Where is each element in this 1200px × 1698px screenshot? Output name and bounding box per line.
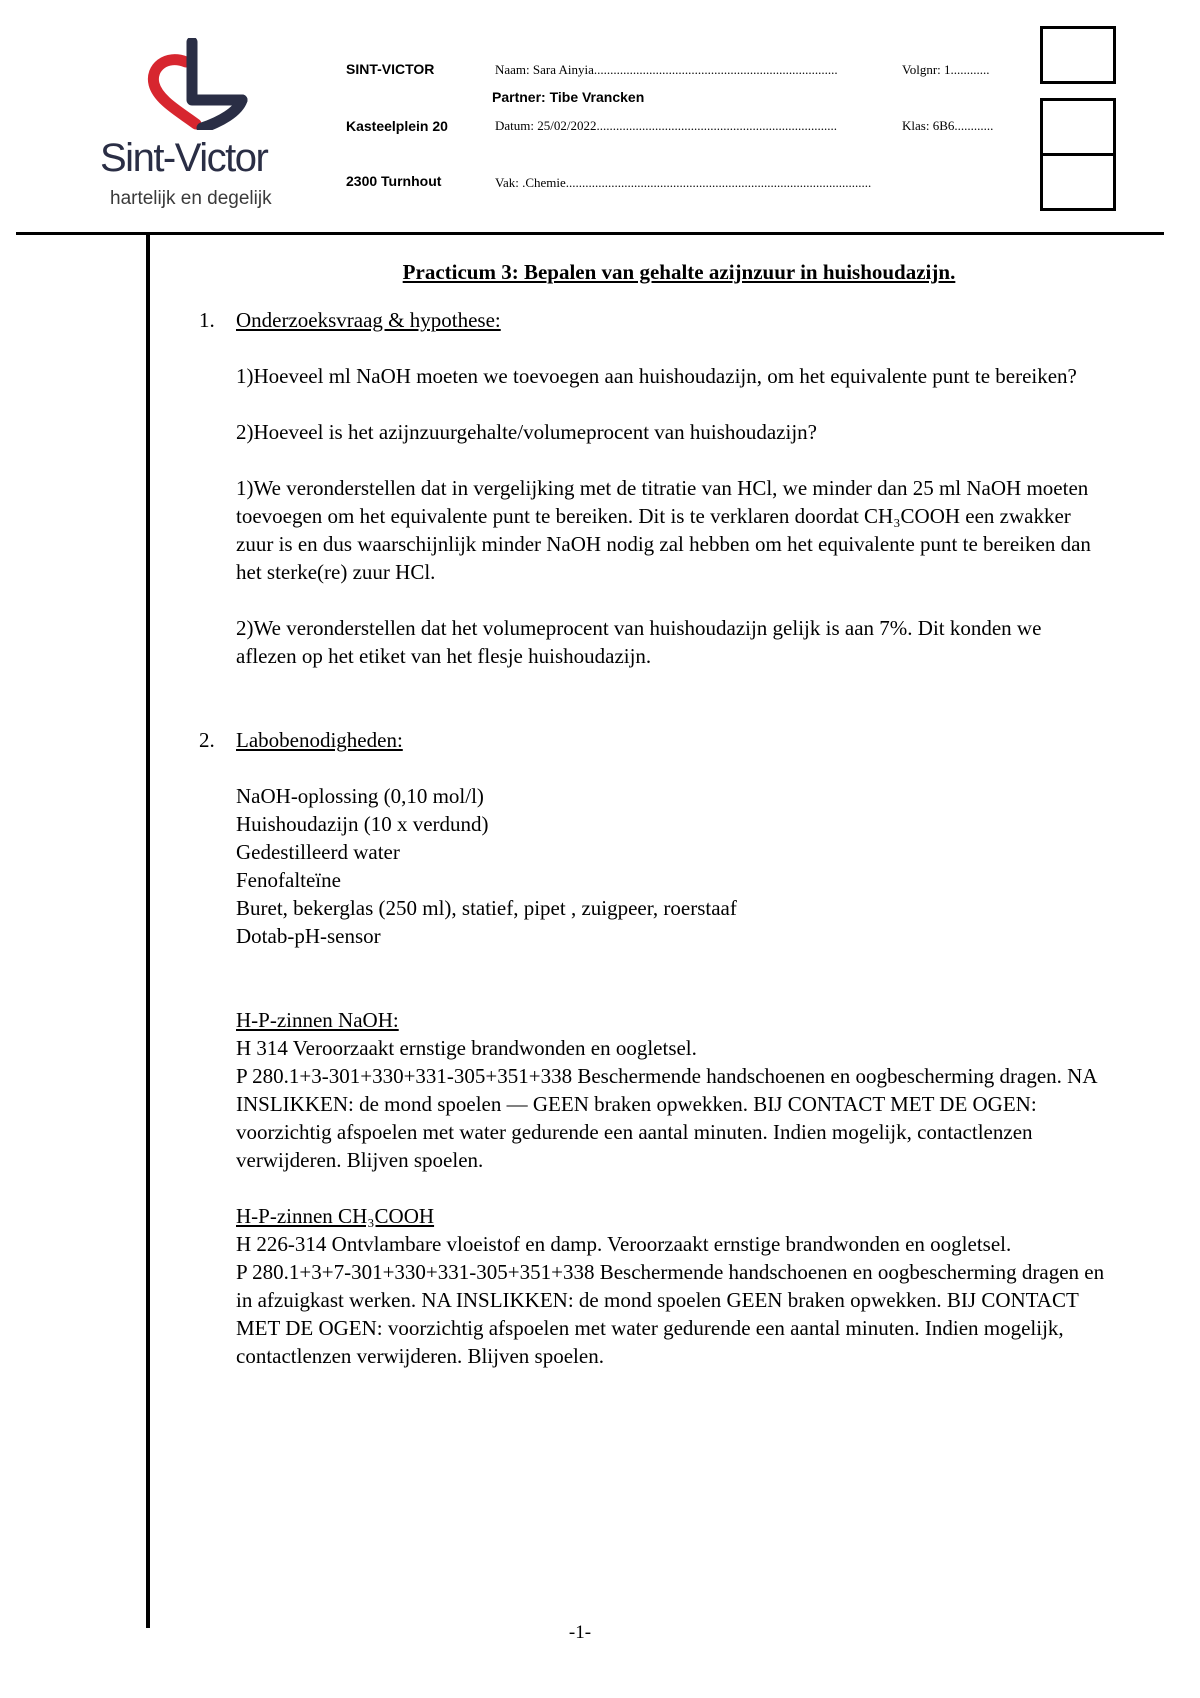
document-title: Practicum 3: Bepalen van gehalte azijnzuur in huishoudazijn.	[402, 260, 956, 284]
volgnr-field: Volgnr: 1............	[902, 62, 990, 77]
subject-field: Vak: .Chemie..............................................................................................	[495, 175, 872, 190]
hp-ch3cooh-h-statement: H 226-314 Ontvlambare vloeistof en damp. Veroorzaakt ernstige brandwonden en oogletsel.	[236, 1232, 1012, 1256]
score-box	[1040, 98, 1116, 156]
research-question-2: 2)Hoeveel is het azijnzuurgehalte/volumeprocent van huishoudazijn?	[236, 420, 817, 444]
equipment-item: Fenofalteïne	[236, 868, 341, 892]
equipment-item: Huishoudazijn (10 x verdund)	[236, 812, 489, 836]
document-body	[199, 258, 1106, 1370]
equipment-item: NaOH-oplossing (0,10 mol/l)	[236, 784, 484, 808]
page-number: -1-	[568, 1622, 592, 1643]
name-field: Naam: Sara Ainyia...........................................................................	[495, 62, 838, 77]
hp-ch3cooh-p-statement: P 280.1+3+7-301+330+331-305+351+338 Beschermende handschoenen en oogbescherming dragen en in afzuigkast werken. NA INSLIKKEN: de mond spoelen GEEN braken opwekken. BIJ CONTACT MET DE OGEN: voorzichtig afspoelen met water gedurende een aantal minuten. Indien mogelijk, contactlenzen verwijderen. Blijven spoelen.	[236, 1260, 1105, 1368]
hp-ch3cooh-heading: H-P-zinnen CH₃COOH	[236, 1204, 435, 1228]
section-number: 2.	[199, 728, 215, 752]
partner-field: Partner: Tibe Vrancken	[492, 89, 645, 105]
hp-naoh-h-statement: H 314 Veroorzaakt ernstige brandwonden en oogletsel.	[236, 1036, 697, 1060]
equipment-item: Dotab-pH-sensor	[236, 924, 381, 948]
equipment-item: Gedestilleerd water	[236, 840, 400, 864]
section-number: 1.	[199, 308, 215, 332]
school-street: Kasteelplein 20	[346, 118, 448, 134]
hypothesis-1: 1)We veronderstellen dat in vergelijking met de titratie van HCl, we minder dan 25 ml NaOH moeten toevoegen om het equivalente punt te bereiken. Dit is te verklaren doordat CH₃COOH een zwakker zuur is en dus waarschijnlijk minder NaOH nodig zal hebben om het equivalente punt te bereiken dan het sterke(re) zuur HCl.	[236, 476, 1091, 584]
school-name: SINT-VICTOR	[346, 61, 435, 77]
section-title: Labobenodigheden:	[236, 728, 403, 752]
research-question-1: 1)Hoeveel ml NaOH moeten we toevoegen aan huishoudazijn, om het equivalente punt te bereiken?	[236, 364, 1077, 388]
hypothesis-2: 2)We veronderstellen dat het volumeprocent van huishoudazijn gelijk is aan 7%. Dit konden we aflezen op het etiket van het flesje huishoudazijn.	[236, 616, 1042, 668]
equipment-item: Buret, bekerglas (250 ml), statief, pipet , zuigpeer, roerstaaf	[236, 896, 737, 920]
school-city: 2300 Turnhout	[346, 173, 442, 189]
header-divider	[16, 232, 1164, 235]
margin-line	[146, 232, 150, 1628]
section-heading	[199, 306, 1106, 334]
score-box	[1040, 26, 1116, 84]
hp-naoh-p-statement: P 280.1+3-301+330+331-305+351+338 Beschermende handschoenen en oogbescherming dragen. NA INSLIKKEN: de mond spoelen — GEEN braken opwekken. BIJ CONTACT MET DE OGEN: voorzichtig afspoelen met water gedurende een aantal minuten. Indien mogelijk, contactlenzen verwijderen. Blijven spoelen.	[236, 1064, 1097, 1172]
date-field: Datum: 25/02/2022..........................................................................	[495, 118, 837, 133]
school-logo	[100, 38, 310, 216]
logo-name: Sint-Victor	[100, 136, 268, 180]
logo-tagline: hartelijk en degelijk	[110, 188, 272, 209]
hp-naoh-heading: H-P-zinnen NaOH:	[236, 1008, 399, 1032]
klas-field: Klas: 6B6............	[902, 118, 994, 133]
score-box	[1040, 153, 1116, 211]
section-title: Onderzoeksvraag & hypothese:	[236, 308, 501, 332]
section-heading	[199, 726, 1106, 754]
heart-logo-icon	[146, 38, 256, 130]
